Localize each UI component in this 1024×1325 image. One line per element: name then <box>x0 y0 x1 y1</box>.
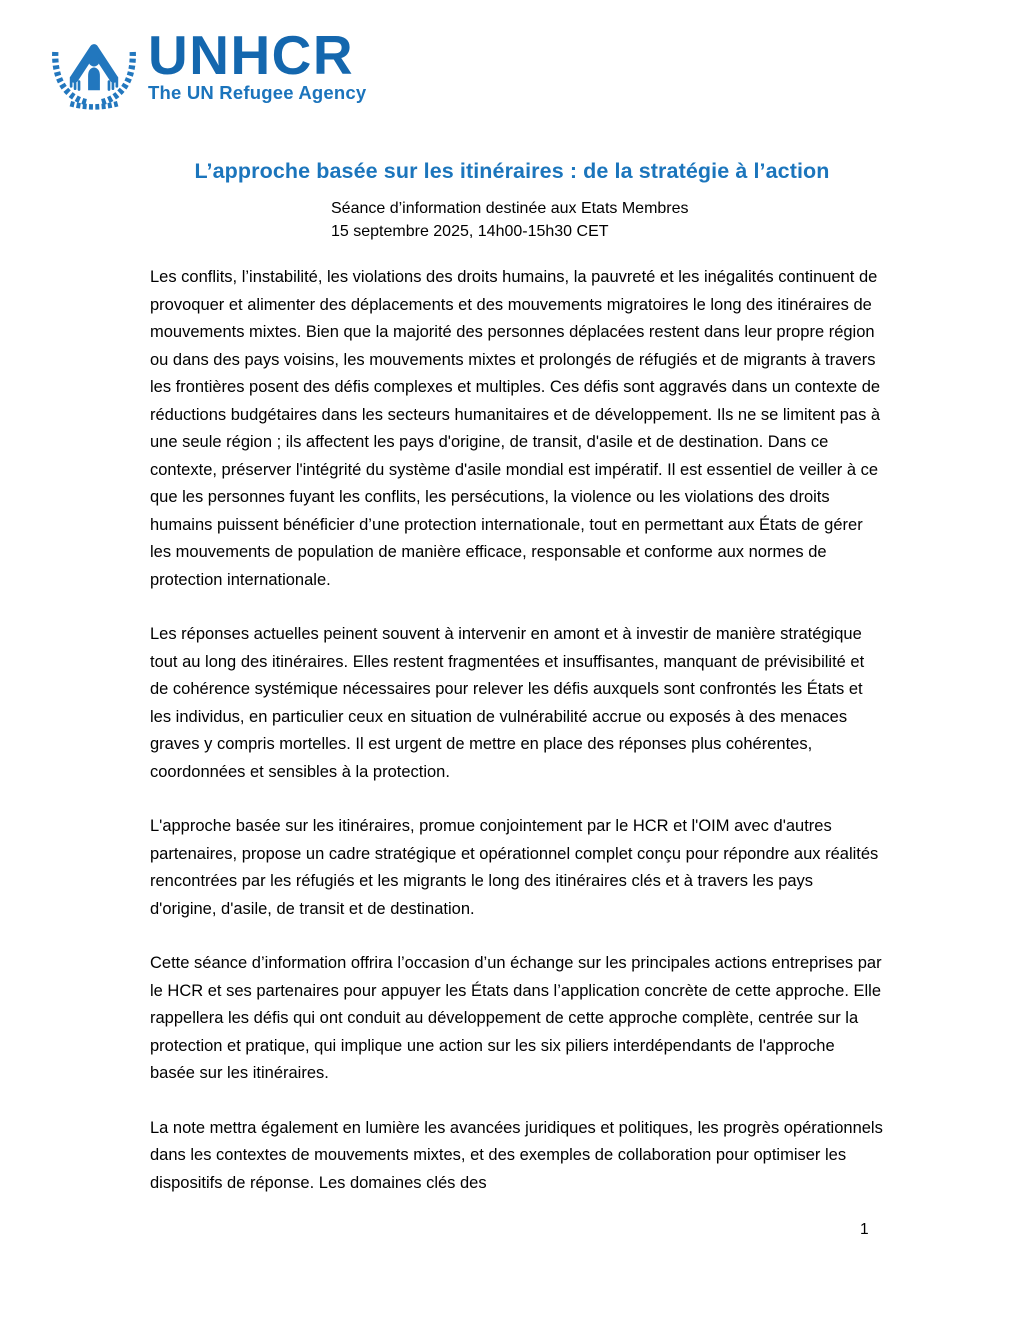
document-title: L’approche basée sur les itinéraires : de la stratégie à l’action <box>194 159 830 183</box>
page-number: 1 <box>860 1221 869 1238</box>
subtitle-event: Séance d’information destinée aux Etats Membres <box>331 200 689 217</box>
body-paragraph: Les conflits, l’instabilité, les violations des droits humains, la pauvreté et les inégalités continuent de provoquer et alimenter des déplacements et des mouvements migratoires le long des itinéraires de mouvements mixtes. Bien que la majorité des personnes déplacées restent dans leur propre région ou dans des pays voisins, les mouvements mixtes et prolongés de réfugiés et de migrants à travers les frontières posent des défis complexes et multiples. Ces défis sont aggravés dans un contexte de réductions budgétaires dans les secteurs humanitaires et de développement. Ils ne se limitent pas à une seule région ; ils affectent les pays d'origine, de transit, d'asile et de destination. Dans ce contexte, préserver l'intégrité du système d'asile mondial est impératif. Il est essentiel de veiller à ce que les personnes fuyant les conflits, les persécutions, la violence ou les violations des droits humains puissent bénéficier d’une protection internationale, tout en permettant aux États de gérer les mouvements de population de manière efficace, responsable et conforme aux normes de protection internationale. <box>150 268 881 589</box>
document-body <box>150 264 883 1224</box>
unhcr-logo <box>46 24 367 110</box>
document-subtitle <box>331 197 689 243</box>
body-paragraph: Cette séance d’information offrira l’occasion d’un échange sur les principales actions entreprises par le HCR et ses partenaires pour appuyer les États dans l’application concrète de cette approche. Elle rappellera les défis qui ont conduit au développement de cette approche complète, centrée sur la protection et pratique, qui implique une action sur les six piliers interdépendants de l'approche basée sur les itinéraires. <box>150 954 882 1082</box>
body-paragraph: Les réponses actuelles peinent souvent à intervenir en amont et à investir de manière stratégique tout au long des itinéraires. Elles restent fragmentées et insuffisantes, manquant de prévisibilité et de cohérence systémique nécessaires pour relever les défis auxquels sont confrontés les États et les individus, en particulier ceux en situation de vulnérabilité accrue ou exposés à des menaces graves y compris mortelles. Il est urgent de mettre en place des réponses plus cohérentes, coordonnées et sensibles à la protection. <box>150 625 865 781</box>
body-paragraph: La note mettra également en lumière les avancées juridiques et politiques, les progrès opérationnels dans les contextes de mouvements mixtes, et des exemples de collaboration pour optimiser les dispositifs de réponse. Les domaines clés des <box>150 1118 883 1192</box>
logo-text-block <box>148 24 367 104</box>
subtitle-datetime: 15 septembre 2025, 14h00-15h30 CET <box>331 223 609 240</box>
body-paragraph: L'approche basée sur les itinéraires, promue conjointement par le HCR et l'OIM avec d'autres partenaires, propose un cadre stratégique et opérationnel complet conçu pour répondre aux réalités rencontrées par les réfugiés et les migrants le long des itinéraires clés et à travers les pays d'origine, d'asile, de transit et de destination. <box>150 817 879 918</box>
logo-tagline: The UN Refugee Agency <box>148 82 367 103</box>
unhcr-emblem-icon <box>46 28 142 110</box>
logo-acronym: UNHCR <box>148 24 355 86</box>
